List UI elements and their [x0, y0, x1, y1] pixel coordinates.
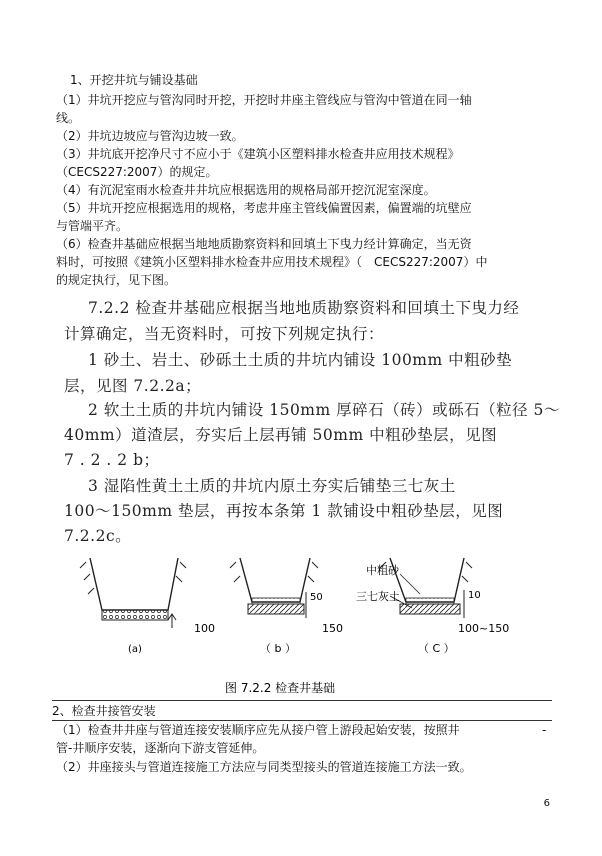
paragraph-line: （2）井座接头与管道连接施工方法应与同类型接头的管道连接施工方法一致。: [56, 760, 472, 774]
paragraph-line: 料时，可按照《建筑小区塑料排水检查井应用技术规程》（ CECS227:2007）中: [56, 255, 488, 269]
divider: [52, 700, 552, 701]
label-c: （ C ）: [418, 642, 455, 655]
label-sand: 中粗砂: [366, 564, 399, 577]
paragraph-line: （2）井坑边坡应与管沟边坡一致。: [56, 129, 244, 143]
figure-b: [230, 558, 343, 655]
figure-c: [356, 558, 509, 655]
paragraph-line: （6）检查井基础应根据当地地质勘察资料和回填土下曳力经计算确定，当无资: [56, 237, 472, 251]
label-lime: 三七灰土: [356, 590, 400, 603]
dim-top-c: 10: [468, 590, 481, 601]
dim-c: 100~150: [458, 622, 510, 635]
label-a: (a): [128, 644, 142, 655]
scan-line: 3 湿陷性黄土土质的井坑内原土夯实后铺垫三七灰土: [88, 477, 456, 495]
scan-line: 40mm）道渣层，夯实后上层再铺 50mm 中粗砂垫层，见图: [64, 426, 498, 444]
paragraph-line: （1）井坑开挖应与管沟同时开挖，开挖时井座主管线应与管沟中管道在同一轴: [56, 93, 472, 107]
paragraph-line: 管-井顺序安装，逐渐向下游支管延伸。: [56, 741, 265, 755]
page-number: 6: [543, 798, 550, 809]
label-b: （ b ）: [260, 642, 296, 655]
scan-line: 1 砂土、岩土、砂砾土土质的井坑内铺设 100mm 中粗砂垫: [88, 351, 513, 369]
margin-mark: -: [542, 723, 547, 737]
scan-line: 7.2.2c。: [64, 527, 132, 545]
paragraph-line: （CECS227:2007）的规定。: [56, 165, 218, 179]
scan-line: 7 . 2 . 2 b；: [64, 451, 160, 469]
figure-caption: 图 7.2.2 检查井基础: [225, 681, 336, 695]
paragraph-line: （1）检查井井座与管道连接安装顺序应先从接户管上游段起始安装，按照井: [56, 723, 460, 737]
paragraph-line: （3）井坑底开挖净尺寸不应小于《建筑小区塑料排水检查井应用技术规程》: [56, 147, 460, 161]
dim-b: 150: [322, 622, 343, 635]
paragraph-line: 线。: [56, 111, 81, 125]
paragraph-line: 与管端平齐。: [56, 219, 129, 233]
paragraph-line: （5）井坑开挖应根据选用的规格，考虑井座主管线偏置因素，偏置端的坑壁应: [56, 201, 472, 215]
paragraph-line: （4）有沉泥室雨水检查井井坑应根据选用的规格局部开挖沉泥室深度。: [56, 183, 436, 197]
figure-a: [80, 558, 215, 655]
dim-top-b: 50: [310, 592, 323, 603]
scan-line: 层，见图 7.2.2a；: [64, 377, 202, 395]
dim-a: 100: [194, 622, 215, 635]
scan-line: 2 软土土质的井坑内铺设 150mm 厚碎石（砖）或砾石（粒径 5～: [88, 401, 560, 419]
section2-heading: 2、检查井接管安装: [52, 704, 156, 718]
scan-line: 计算确定，当无资料时，可按下列规定执行：: [64, 325, 385, 343]
well-foundation-figure: [60, 548, 580, 708]
divider: [52, 720, 552, 721]
section1-heading: 1、开挖井坑与铺设基础: [70, 73, 198, 87]
paragraph-line: 的规定执行，见下图。: [56, 273, 177, 287]
scan-line: 7.2.2 检查井基础应根据当地地质勘察资料和回填土下曳力经: [88, 299, 520, 317]
scan-line: 100～150mm 垫层，再按本条第 1 款铺设中粗砂垫层，见图: [64, 502, 504, 520]
